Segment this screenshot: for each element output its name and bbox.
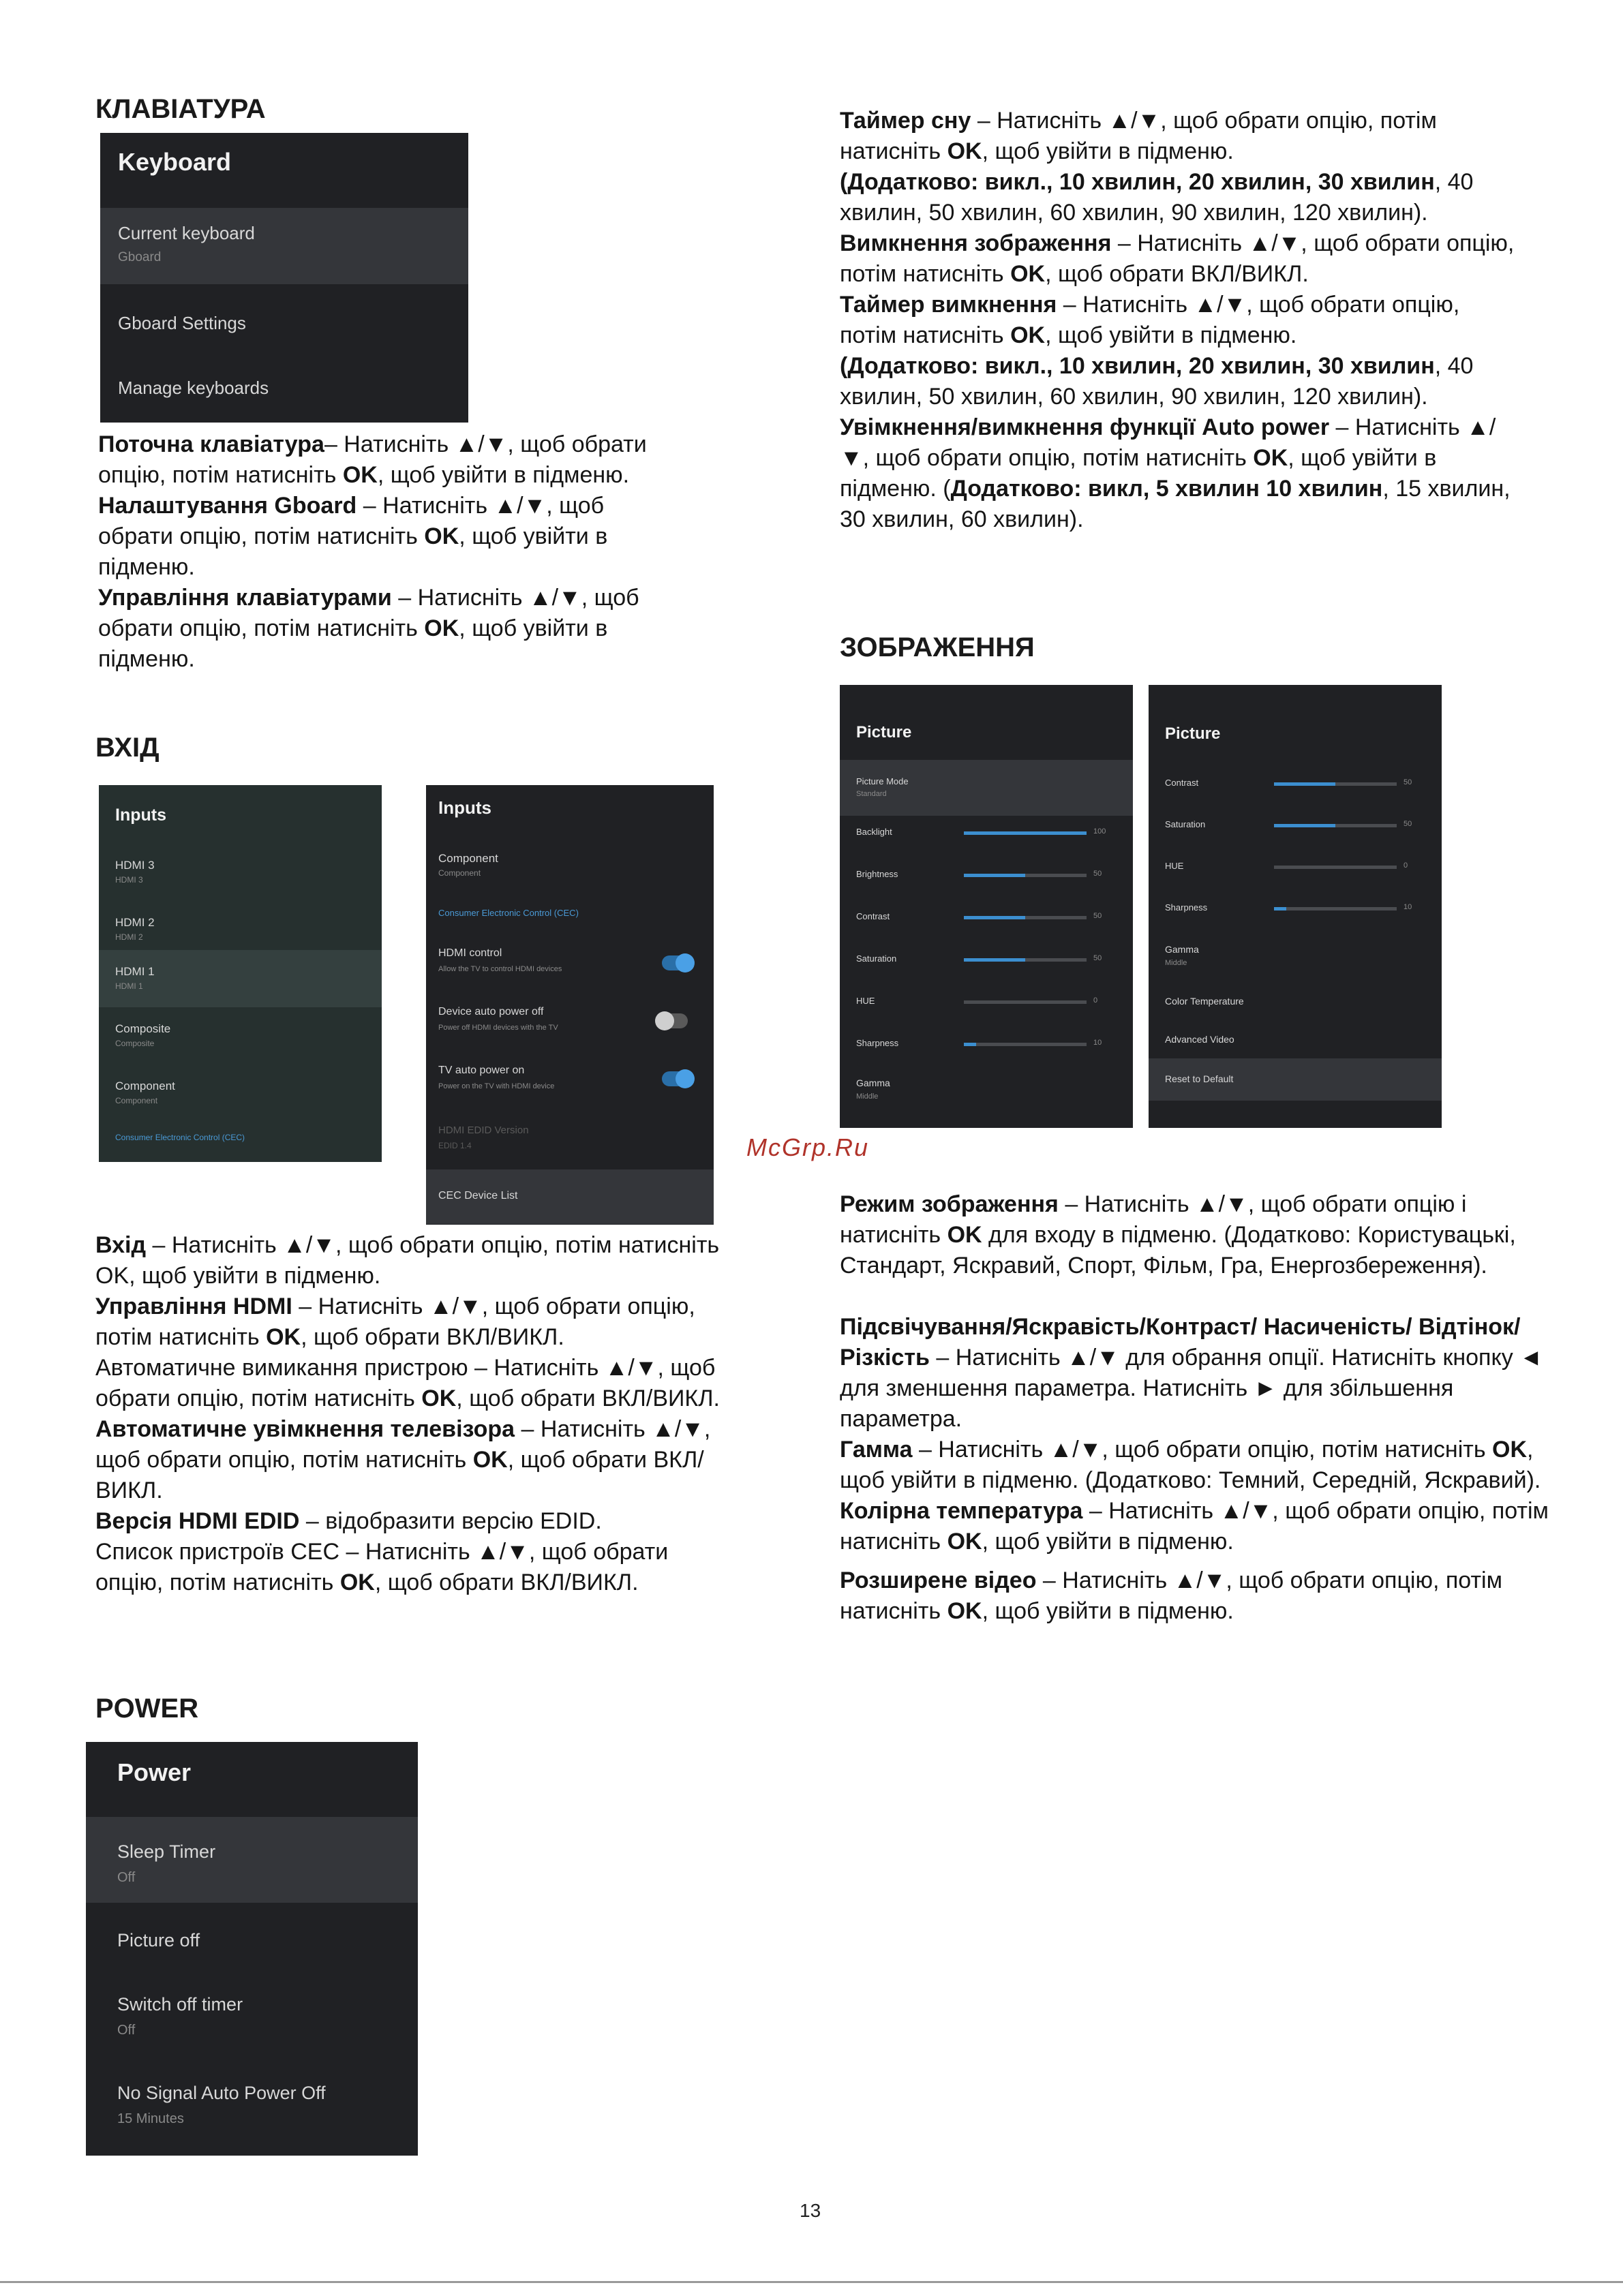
slider-value: 10 [1404,903,1412,911]
slider-label: HUE [856,996,875,1006]
slider-track [1274,866,1397,869]
device-auto-power-off-toggle [658,1013,688,1028]
slider-track [964,1043,1087,1046]
power-menu-item: No Signal Auto Power Off 15 Minutes [117,2083,326,2126]
slider-track [964,874,1087,877]
slider-label: HUE [1165,861,1184,871]
slider-value: 0 [1404,861,1408,870]
slider-track [964,916,1087,919]
slider-fill [964,958,1025,962]
cec-link: Consumer Electronic Control (CEC) [115,1133,245,1142]
power-menu-screenshot: Power Sleep Timer Off Picture off Switch off timer Off No Signal Auto Power Off 15 Minutes [86,1742,418,2156]
picture-menu-screenshot-1: Picture Picture Mode Standard Backlight 100 Brightness 50 Contrast 50 Saturation 50 HUE 0 Sharpness 10 Gamma Middle [840,685,1133,1128]
picture-mode-item: Picture Mode Standard [840,760,1133,816]
power-menu-item: Picture off [117,1930,200,1950]
slider-label: Sharpness [1165,902,1208,913]
slider-value: 10 [1093,1039,1102,1047]
slider-track [1274,907,1397,910]
power-heading: POWER [95,1694,199,1724]
slider-track [964,958,1087,962]
slider-fill [1274,824,1335,827]
keyboard-menu-screenshot [100,133,468,423]
inputs-menu-item: Component Component [115,1080,175,1105]
slider-track [1274,824,1397,827]
picture-menu-screenshot-2: Picture Contrast 50 Saturation 50 HUE 0 Sharpness 10 Gamma Middle Color Temperature Advanced Video Reset to Default [1149,685,1442,1128]
slider-label: Brightness [856,869,898,879]
page-bottom-rule [0,2281,1623,2283]
keyboard-menu-item: Manage keyboards [118,378,269,398]
inputs-menu-item: HDMI 1 HDMI 1 [99,950,382,1007]
keyboard-menu-item: Current keyboard Gboard [100,208,468,284]
slider-track [964,1000,1087,1004]
slider-label: Saturation [856,953,897,964]
slider-value: 50 [1093,870,1102,878]
page-number: 13 [800,2200,821,2221]
picture-description: Режим зображення – Натисніть ▲/▼, щоб обрати опцію і натисніть OK для входу в підменю. (Додатково: Користувацькі, Стандарт, Яскравий, Спорт, Фільм, Гра, Енергозбереження). Підсвічування/Яскравість/Контраст/ Насиченість/ Відтінок/Різкість – Натисніть ▲/▼ для обрання опції. Натисніть кнопку ◄ для зменшення параметра. Натисніть ► для збільшення параметра. Гамма – Натисніть ▲/▼, щоб обрати опцію, потім натисніть OK, щоб увійти в підменю. (Додатково: Темний, Середній, Яскравий). Колірна температура – Натисніть ▲/▼, щоб обрати опцію, потім натисніть OK, щоб увійти в підменю. Розширене відео – Натисніть ▲/▼, щоб обрати опцію, потім натисніть OK, щоб увійти в підменю. [840,1191,1549,1624]
slider-fill [964,916,1025,919]
power-menu-item: Switch off timer Off [117,1994,243,2038]
cec-device-list-item: CEC Device List [426,1169,714,1224]
slider-label: Contrast [1165,778,1199,788]
slider-fill [1274,782,1335,786]
slider-track [964,831,1087,835]
inputs-heading: ВХІД [95,733,160,763]
slider-value: 50 [1404,820,1412,828]
cec-link: Consumer Electronic Control (CEC) [438,908,579,918]
slider-fill [964,831,1087,835]
inputs-menu-item: HDMI 3 HDMI 3 [115,859,155,885]
slider-value: 100 [1093,827,1106,836]
slider-fill [1274,907,1286,910]
inputs-menu-item: HDMI 2 HDMI 2 [115,916,155,942]
reset-default-item: Reset to Default [1149,1058,1442,1101]
keyboard-description: Поточна клавіатура– Натисніть ▲/▼, щоб обрати опцію, потім натисніть OK, щоб увійти в підменю. Налаштування Gboard – Натисніть ▲/▼, щоб обрати опцію, потім натисніть OK, щоб увійти в підменю. Управління клавіатурами – Натисніть ▲/▼, щоб обрати опцію, потім натисніть OK, щоб увійти в підменю. [98,431,647,672]
slider-value: 50 [1404,778,1412,786]
watermark: McGrp.Ru [746,1133,870,1161]
inputs-description: Вхід – Натисніть ▲/▼, щоб обрати опцію, потім натисніть OK, щоб увійти в підменю. Управління HDMI – Натисніть ▲/▼, щоб обрати опцію, потім натисніть OK, щоб обрати ВКЛ/ВИКЛ. Автоматичне вимикання пристрою – Натисніть ▲/▼, щоб обрати опцію, потім натисніть OK, щоб обрати ВКЛ/ВИКЛ. Автоматичне увімкнення телевізора – Натисніть ▲/▼, щоб обрати опцію, потім натисніть OK, щоб обрати ВКЛ/ВИКЛ. Версія HDMI EDID – відобразити версію EDID. Список пристроїв CEC – Натисніть ▲/▼, щоб обрати опцію, потім натисніть OK, щоб обрати ВКЛ/ВИКЛ. [95,1232,720,1595]
inputs-menu-item: Composite Composite [115,1022,171,1048]
keyboard-menu-title: Keyboard [118,148,232,176]
keyboard-heading: КЛАВІАТУРА [95,94,266,124]
slider-value: 0 [1093,996,1098,1005]
slider-label: Backlight [856,827,892,837]
slider-value: 50 [1093,912,1102,920]
picture-heading: ЗОБРАЖЕННЯ [840,632,1035,662]
slider-label: Saturation [1165,819,1206,829]
slider-track [1274,782,1397,786]
keyboard-menu-item: Gboard Settings [118,313,246,333]
slider-label: Contrast [856,911,890,921]
hdmi-control-toggle [662,955,692,970]
power-menu-item: Sleep Timer Off [86,1817,418,1903]
power-description: Таймер сну – Натисніть ▲/▼, щоб обрати опцію, потім натисніть OK, щоб увійти в підменю. (Додатково: викл., 10 хвилин, 20 хвилин, 30 хвилин, 40 хвилин, 50 хвилин, 60 хвилин, 90 хвилин, 120 хвилин). Вимкнення зображення – Натисніть ▲/▼, щоб обрати опцію, потім натисніть OK, щоб обрати ВКЛ/ВИКЛ. Таймер вимкнення – Натисніть ▲/▼, щоб обрати опцію, потім натисніть OK, щоб увійти в підменю. (Додатково: викл., 10 хвилин, 20 хвилин, 30 хвилин, 40 хвилин, 50 хвилин, 60 хвилин, 90 хвилин, 120 хвилин). Увімкнення/вимкнення функції Auto power – Натисніть ▲/▼, щоб обрати опцію, потім натисніть OK, щоб увійти в підменю. (Додатково: викл, 5 хвилин 10 хвилин, 15 хвилин, 30 хвилин, 60 хвилин). [840,108,1515,532]
tv-auto-power-on-toggle [662,1071,692,1086]
slider-value: 50 [1093,954,1102,962]
slider-fill [964,1043,976,1046]
slider-fill [964,874,1025,877]
slider-label: Sharpness [856,1038,899,1048]
inputs-menu-screenshot-2: Inputs Component Component Consumer Electronic Control (CEC) HDMI control Allow the TV to control HDMI devices Device auto power off Power off HDMI devices with the TV TV auto power on Power on the TV with HDMI device HDMI EDID Version EDID 1.4 CEC Device List [426,785,714,1225]
inputs-menu-screenshot-1: Inputs HDMI 3 HDMI 3 HDMI 2 HDMI 2 HDMI 1 HDMI 1 Composite Composite Component Component Consumer Electronic Control (CEC) [99,785,382,1162]
